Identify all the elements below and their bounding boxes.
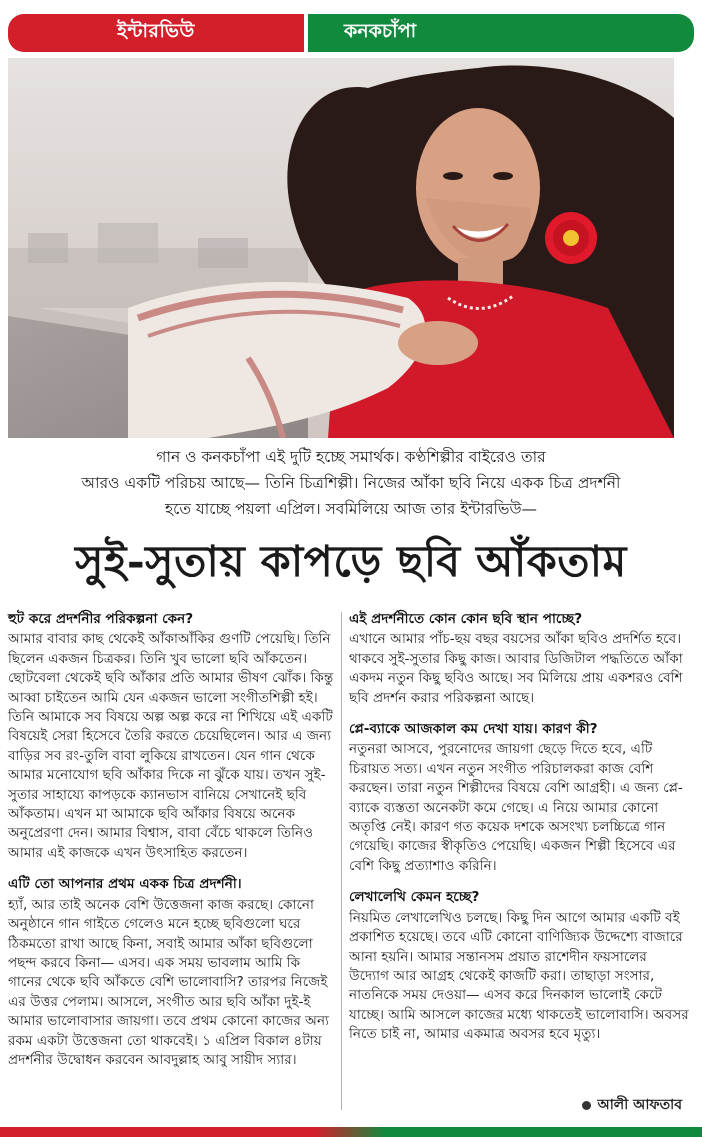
question: প্লে-ব্যাকে আজকাল কম দেখা যায়। কারণ কী? <box>349 721 598 738</box>
left-column <box>8 610 334 1082</box>
intro-line: গান ও কনকচাঁপা এই দুটি হচ্ছে সমার্থক। কণ্ঠশিল্পীর বাইরেও তার <box>156 448 546 466</box>
question: এটি তো আপনার প্রথম একক চিত্র প্রদর্শনী। <box>8 876 242 893</box>
answer: হ্যাঁ, আর তাই অনেক বেশি উত্তেজনা কাজ করছে। কোনো অনুষ্ঠানে গান গাইতে গেলেও মনে হচ্ছে ছবিগুলো ঘরে ঠিকমতো রাখা আছে কিনা, সবাই আমার আঁকা ছবিগুলো পছন্দ করবে কিনা— এসব। এক সময় ভাবলাম আমি কি গানের থেকে ছবি আঁকতে বেশি ভালোবাসি? তারপর নিজেই এর উত্তর পেলাম। আসলে, সংগীত আর ছবি আঁকা দুই-ই আমার ভালোবাসার জায়গা। তবে প্রথম কোনো কাজের অন্য রকম একটা উত্তেজনা তো থাকবেই। ১ এপ্রিল বিকাল ৪টায় প্রদর্শনীর উদ্বোধন করবেন আবদুল্লাহ আবু সায়ীদ স্যার। <box>8 896 329 1068</box>
byline <box>582 1093 682 1117</box>
right-column <box>349 610 689 1057</box>
byline-name: আলী আফতাব <box>597 1097 682 1113</box>
question: এই প্রদর্শনীতে কোন কোন ছবি স্থান পাচ্ছে? <box>349 611 583 627</box>
portrait-photo-icon <box>8 58 674 438</box>
bullet-icon <box>582 1101 591 1110</box>
intro-line: আরও একটি পরিচয় আছে— তিনি চিত্রশিল্পী। নিজের আঁকা ছবি নিয়ে একক চিত্র প্রদর্শনী <box>81 474 621 492</box>
question: লেখালেখি কেমন হচ্ছে? <box>349 889 480 906</box>
bottom-color-bar <box>0 1127 702 1137</box>
question: হুট করে প্রদর্শনীর পরিকল্পনা কেন? <box>8 611 194 627</box>
subject-name: কনকচাঁপা <box>308 14 694 52</box>
answer: নতুনরা আসবে, পুরনোদের জায়গা ছেড়ে দিতে হবে, এটি চিরায়ত সত্য। এখন নতুন সংগীত পরিচালকরা কাজ বেশি করছেন। তারা নতুন শিল্পীদের বিষয়ে বেশি আগ্রহী। এ জন্য প্লে-ব্যাকে ব্যস্ততা অনেকটা কমে গেছে। এ নিয়ে আমার কোনো অতৃপ্তি নেই। কারণ গত কয়েক দশকে অসংখ্য চলচ্চিত্রে গান গেয়েছি। কাজের স্বীকৃতিও পেয়েছি। একজন শিল্পী হিসেবে এর বেশি কিছু প্রত্যাশাও করিনি। <box>349 741 683 874</box>
article-headline: সুই-সুতায় কাপড়ে ছবি আঁকতাম <box>75 537 627 587</box>
portrait-photo <box>8 58 674 438</box>
section-banner <box>8 14 694 52</box>
answer: নিয়মিত লেখালেখিও চলছে। কিছু দিন আগে আমার একটি বই প্রকাশিত হয়েছে। তবে এটি কোনো বাণিজ্যিক উদ্দেশ্যে বাজারে আনা হয়নি। আমার সন্তানসম প্রয়াত রাশেদীন ফয়সালের উদ্যোগ আর আগ্রহ থেকেই কাজটি করা। তাছাড়া সংসার, নাতনিকে সময় দেওয়া— এসব করে দিনকাল ভালোই কেটে যাচ্ছে। আমি আসলে কাজের মধ্যে থাকতেই ভালোবাসি। অবসর নিতে চাই না, আমার একমাত্র অবসর হবে মৃত্যু। <box>349 909 689 1043</box>
answer: আমার বাবার কাছ থেকেই আঁকাআঁকির গুণটি পেয়েছি। তিনি ছিলেন একজন চিত্রকর। তিনি খুব ভালো ছবি আঁকতেন। ছোটবেলা থেকেই ছবি আঁকার প্রতি আমার ভীষণ ঝোঁক। কিন্তু আব্বা চাইতেন আমি যেন একজন ভালো সংগীতশিল্পী হই। তিনি আমাকে সব বিষয়ে অল্প অল্প করে না শিখিয়ে এই একটি বিষয়েই সেরা হিসেবে তৈরি করতে চেয়েছিলেন। আর এ জন্য বাড়ির সব রং-তুলি বাবা লুকিয়ে রাখতেন। যেন গান থেকে আমার মনোযোগ ছবি আঁকার দিকে না ঝুঁকে যায়। তখন সুই-সুতার সাহায্যে কাপড়কে ক্যানভাস বানিয়ে সেখানেই ছবি আঁকতাম। এখন মা আমাকে ছবি আঁকার বিষয়ে অনেক অনুপ্রেরণা দেন। আমার বিশ্বাস, বাবা বেঁচে থাকলে তিনিও আমার এই কাজকে এখন উৎসাহিত করতেন। <box>8 631 334 861</box>
intro-line: হতে যাচ্ছে পয়লা এপ্রিল। সবমিলিয়ে আজ তার ইন্টারভিউ— <box>164 500 538 518</box>
answer: এখানে আমার পাঁচ-ছয় বছর বয়সের আঁকা ছবিও প্রদর্শিত হবে। থাকবে সুই-সুতার কিছু কাজ। আবার ডিজিটাল পদ্ধতিতে আঁকা একদম নতুন কিছু ছবিও আছে। সব মিলিয়ে প্রায় একশরও বেশি ছবি প্রদর্শন করার পরিকল্পনা আছে। <box>349 631 683 706</box>
section-label: ইন্টারভিউ <box>8 14 304 52</box>
column-divider <box>341 612 342 1110</box>
intro-paragraph <box>20 444 682 522</box>
